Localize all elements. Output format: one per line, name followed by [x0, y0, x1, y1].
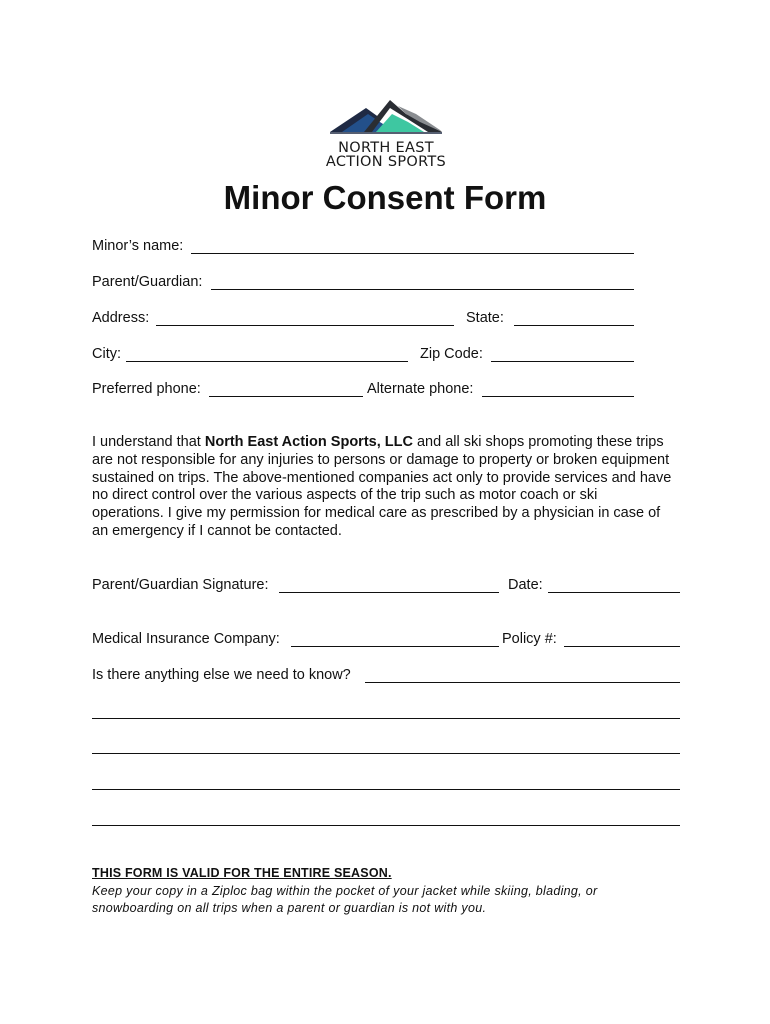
zip-field[interactable]: [491, 361, 634, 362]
insurance-field[interactable]: [291, 646, 499, 647]
city-field[interactable]: [126, 361, 408, 362]
company-name: North East Action Sports, LLC: [204, 434, 413, 450]
company-logo: [318, 100, 454, 172]
parent-guardian-field[interactable]: [211, 289, 634, 290]
state-label: State:: [466, 310, 504, 326]
answer-line-3[interactable]: [92, 789, 680, 790]
ziploc-note: Keep your copy in a Ziploc bag within the pocket of your jacket while skiing, blading, or snowboarding on all trips when a parent or guardian is not with you.: [92, 884, 598, 915]
answer-line-4[interactable]: [92, 825, 680, 826]
policy-field[interactable]: [564, 646, 680, 647]
paragraph-body: and all ski shops promoting these trips are not responsible for any injuries to persons or damage to property or broken equipment sustained on trips. The above-mentioned companies act only to provide services and have no direct control over the various aspects of the trip such as motor coach or ski operations. I give my permission for medical care as prescribed by a physician in case of an emergency if I cannot be contacted.: [92, 434, 672, 539]
season-notice: THIS FORM IS VALID FOR THE ENTIRE SEASON.: [92, 866, 392, 880]
alternate-phone-field[interactable]: [482, 396, 634, 397]
minor-name-field[interactable]: [191, 253, 634, 254]
mountain-logo-icon: [328, 100, 444, 142]
question-field[interactable]: [365, 682, 680, 683]
preferred-phone-field[interactable]: [209, 396, 363, 397]
answer-line-2[interactable]: [92, 753, 680, 754]
paragraph-intro: I understand that: [92, 434, 205, 450]
minor-name-label: Minor’s name:: [92, 238, 184, 254]
parent-guardian-label: Parent/Guardian:: [92, 274, 203, 290]
signature-label: Parent/Guardian Signature:: [92, 577, 269, 593]
alternate-phone-label: Alternate phone:: [367, 381, 474, 397]
address-field[interactable]: [156, 325, 454, 326]
preferred-phone-label: Preferred phone:: [92, 381, 201, 397]
policy-label: Policy #:: [502, 631, 557, 647]
logo-text-line1: NORTH EAST: [338, 140, 434, 156]
date-field[interactable]: [548, 592, 680, 593]
address-label: Address:: [92, 310, 150, 326]
liability-paragraph: [92, 434, 672, 541]
logo-text-line2: ACTION SPORTS: [325, 154, 447, 170]
insurance-label: Medical Insurance Company:: [92, 631, 280, 647]
signature-field[interactable]: [279, 592, 499, 593]
answer-line-1[interactable]: [92, 718, 680, 719]
date-label: Date:: [508, 577, 543, 593]
city-label: City:: [92, 346, 121, 362]
question-label: Is there anything else we need to know?: [92, 667, 351, 683]
state-field[interactable]: [514, 325, 634, 326]
page-title: Minor Consent Form: [223, 179, 547, 216]
zip-label: Zip Code:: [420, 346, 483, 362]
